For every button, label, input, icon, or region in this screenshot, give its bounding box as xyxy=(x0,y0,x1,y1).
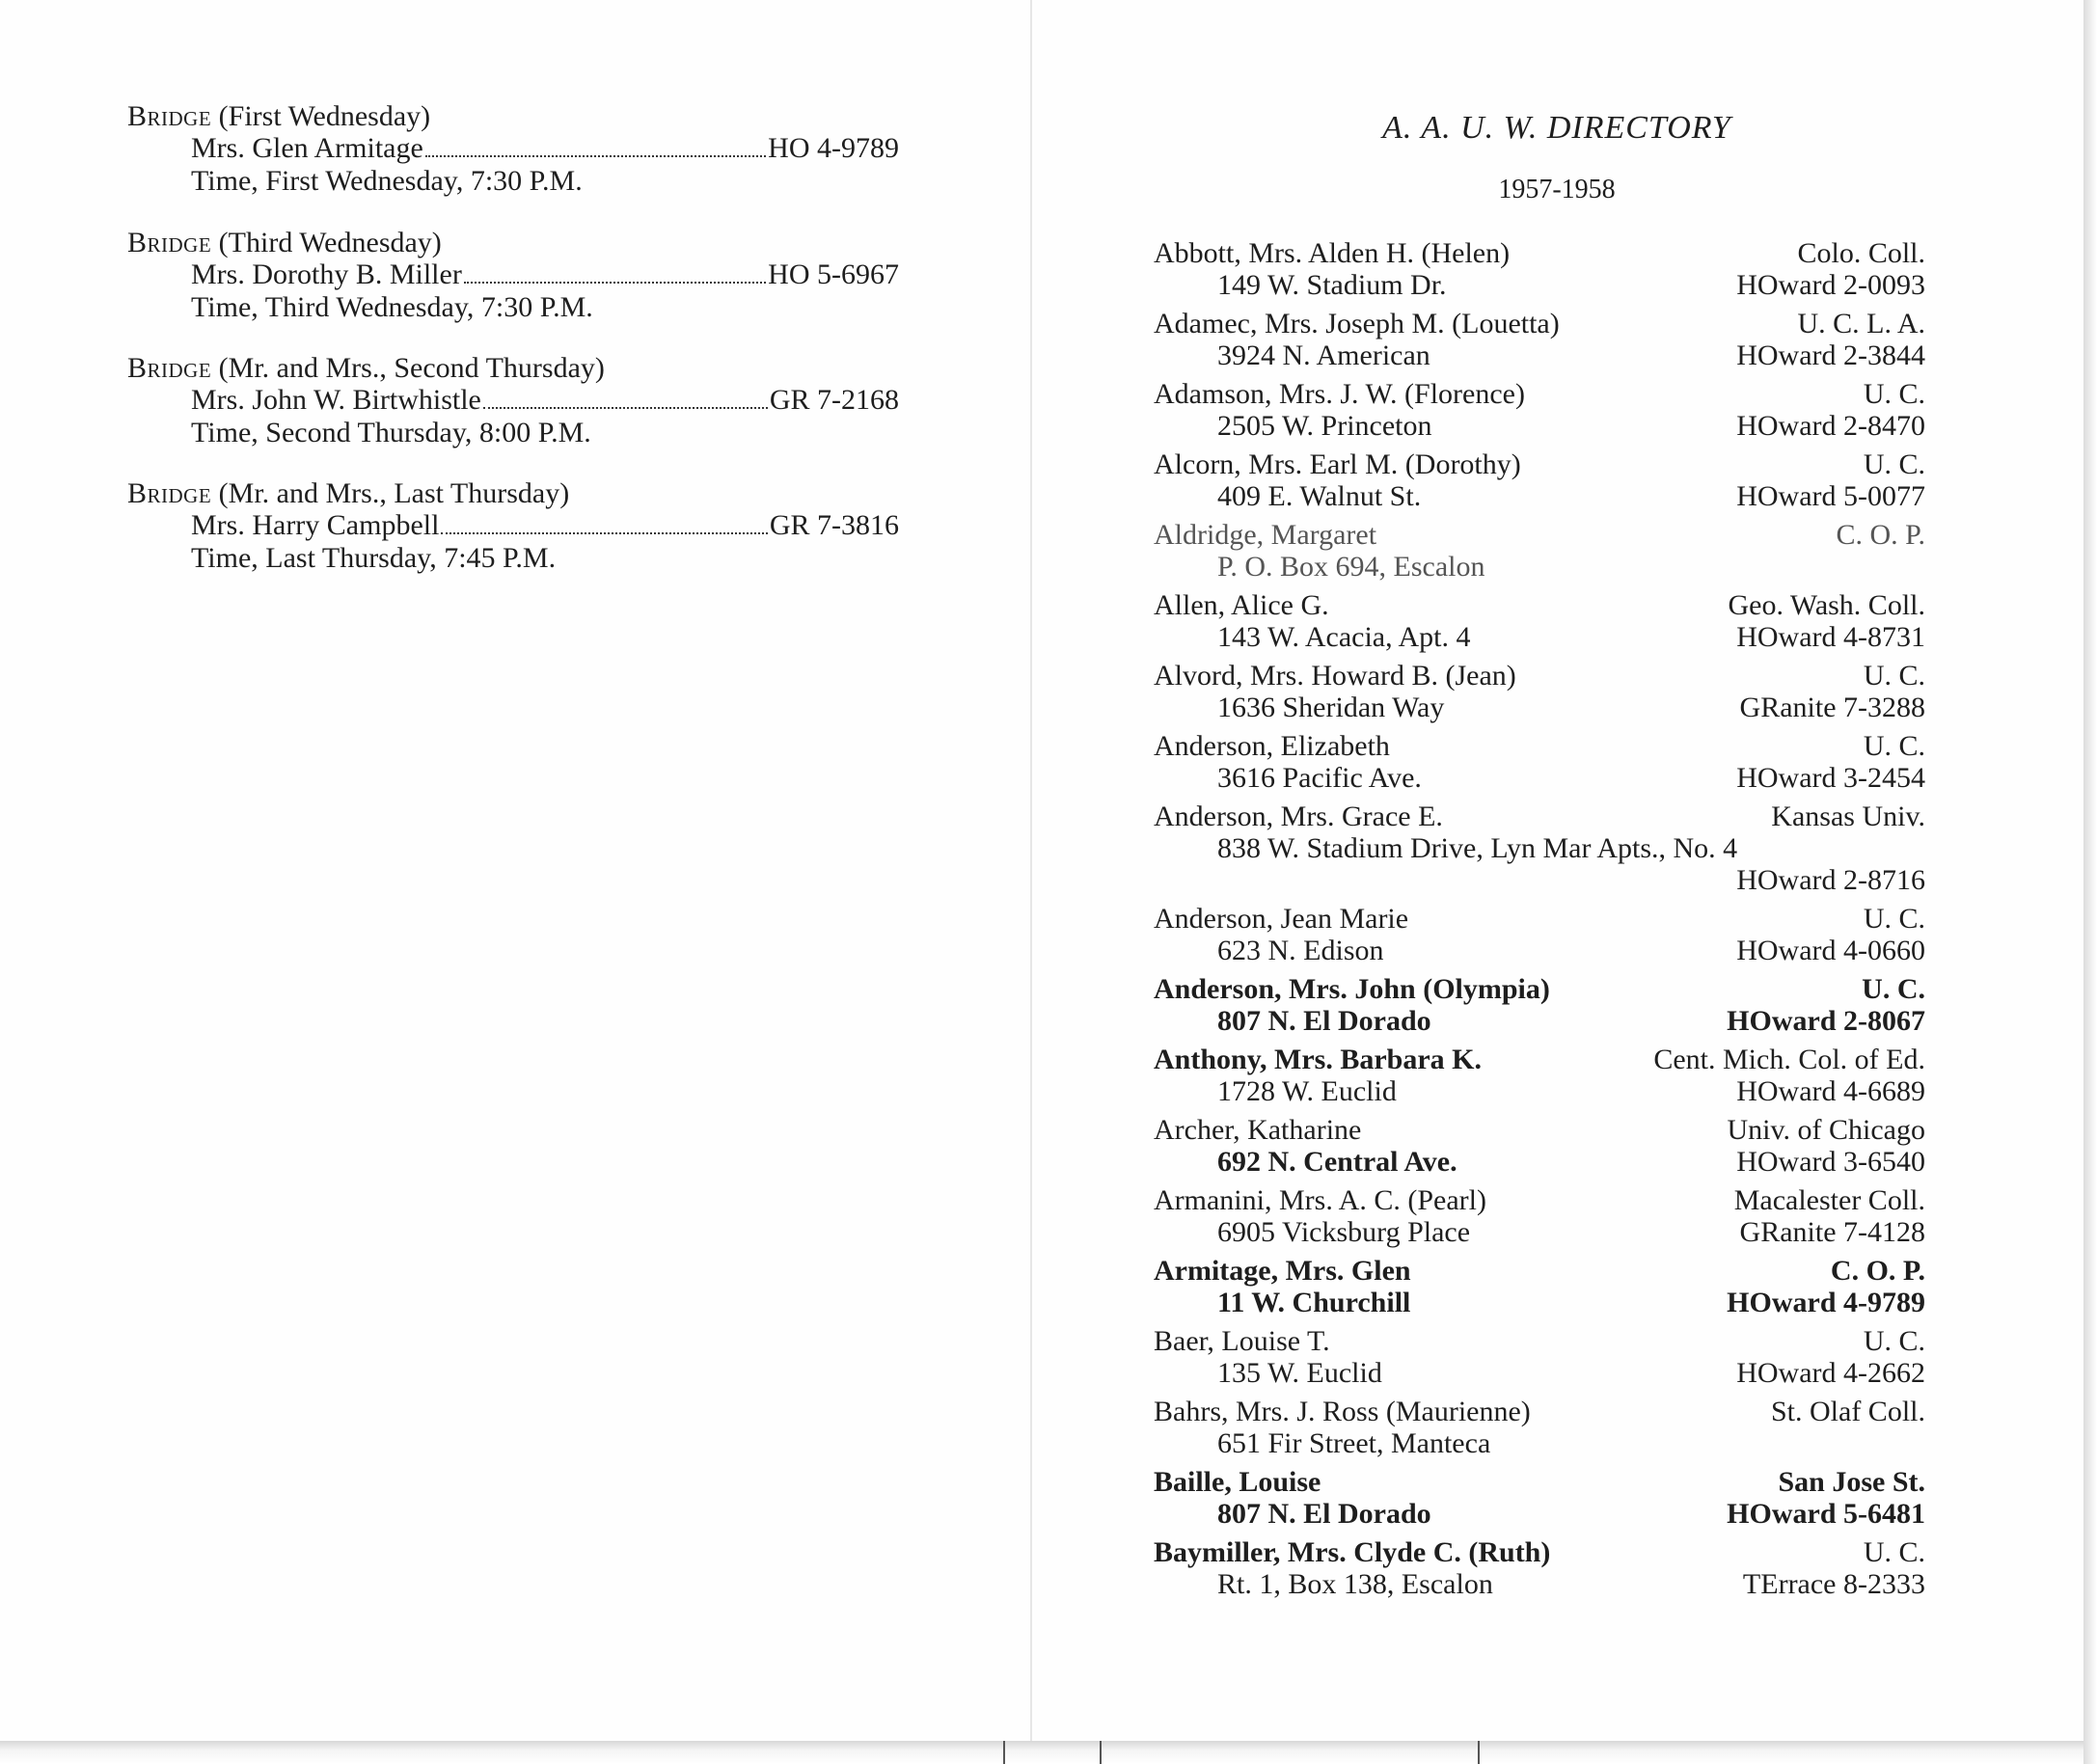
member-school: U. C. xyxy=(1863,730,1925,762)
directory-entry xyxy=(1154,903,1925,966)
dot-leader xyxy=(464,282,766,284)
member-name: Anthony, Mrs. Barbara K. xyxy=(1154,1044,1483,1075)
club-contact-row xyxy=(191,132,899,165)
member-school: Kansas Univ. xyxy=(1771,801,1925,832)
club-contact-row xyxy=(191,258,899,291)
club-contact-row xyxy=(191,384,899,417)
club-phone: GR 7-3816 xyxy=(769,509,899,541)
member-name: Baille, Louise xyxy=(1154,1466,1321,1498)
member-school: U. C. xyxy=(1862,973,1925,1005)
member-name: Alvord, Mrs. Howard B. (Jean) xyxy=(1154,660,1516,692)
member-phone: HOward 2-8470 xyxy=(1736,410,1925,442)
club-time: Time, First Wednesday, 7:30 P.M. xyxy=(191,165,583,197)
club-time: Time, Second Thursday, 8:00 P.M. xyxy=(191,417,591,448)
club-time: Time, Third Wednesday, 7:30 P.M. xyxy=(191,291,593,323)
member-phone: HOward 2-0093 xyxy=(1736,269,1925,301)
member-school: U. C. L. A. xyxy=(1797,308,1925,339)
member-phone: HOward 2-8716 xyxy=(1736,864,1925,896)
directory-years: 1957-1958 xyxy=(1498,175,1616,204)
member-school: Univ. of Chicago xyxy=(1727,1114,1925,1146)
club-contact: Mrs. John W. Birtwhistle xyxy=(191,384,481,416)
member-address: P. O. Box 694, Escalon xyxy=(1217,551,1485,583)
member-phone: HOward 3-2454 xyxy=(1736,762,1925,794)
member-phone: GRanite 7-4128 xyxy=(1739,1216,1925,1248)
club-contact: Mrs. Glen Armitage xyxy=(191,132,423,164)
member-name: Allen, Alice G. xyxy=(1154,589,1329,621)
member-phone: HOward 5-0077 xyxy=(1736,480,1925,512)
member-address: 1636 Sheridan Way xyxy=(1217,692,1445,723)
member-school: Cent. Mich. Col. of Ed. xyxy=(1653,1044,1925,1075)
member-school: U. C. xyxy=(1863,1325,1925,1357)
member-name: Aldridge, Margaret xyxy=(1154,519,1377,551)
member-name: Anderson, Jean Marie xyxy=(1154,903,1409,935)
member-school: U. C. xyxy=(1863,660,1925,692)
member-address: 838 W. Stadium Drive, Lyn Mar Apts., No. 4 xyxy=(1217,832,1738,864)
directory-entry xyxy=(1154,1184,1925,1248)
member-address: 143 W. Acacia, Apt. 4 xyxy=(1217,621,1471,653)
dot-leader xyxy=(425,155,766,157)
member-school: Geo. Wash. Coll. xyxy=(1728,589,1925,621)
club-phone: GR 7-2168 xyxy=(769,384,899,416)
member-address: Rt. 1, Box 138, Escalon xyxy=(1217,1568,1493,1600)
member-address: 1728 W. Euclid xyxy=(1217,1075,1397,1107)
binding-mark xyxy=(1003,1741,1005,1764)
directory-entry xyxy=(1154,1536,1925,1600)
member-name: Adamec, Mrs. Joseph M. (Louetta) xyxy=(1154,308,1560,339)
member-phone: HOward 4-8731 xyxy=(1736,621,1925,653)
club-listing xyxy=(127,227,899,323)
directory-entry xyxy=(1154,237,1925,301)
member-phone: GRanite 7-3288 xyxy=(1739,692,1925,723)
directory-entry xyxy=(1154,1325,1925,1389)
member-address: 692 N. Central Ave. xyxy=(1217,1146,1457,1178)
member-name: Anderson, Mrs. John (Olympia) xyxy=(1154,973,1550,1005)
directory-entry xyxy=(1154,1255,1925,1318)
member-school: C. O. P. xyxy=(1836,519,1925,551)
member-name: Armanini, Mrs. A. C. (Pearl) xyxy=(1154,1184,1486,1216)
member-name: Armitage, Mrs. Glen xyxy=(1154,1255,1411,1287)
binding-mark xyxy=(1100,1741,1102,1764)
member-name: Abbott, Mrs. Alden H. (Helen) xyxy=(1154,237,1511,269)
club-contact-row xyxy=(191,509,899,542)
binding-mark xyxy=(1478,1741,1480,1764)
member-address: 3616 Pacific Ave. xyxy=(1217,762,1422,794)
member-address: 807 N. El Dorado xyxy=(1217,1498,1431,1530)
member-school: U. C. xyxy=(1863,1536,1925,1568)
member-school: San Jose St. xyxy=(1778,1466,1925,1498)
dot-leader xyxy=(483,407,768,409)
club-listing xyxy=(127,352,899,448)
member-address: 623 N. Edison xyxy=(1217,935,1384,966)
member-phone: TErrace 8-2333 xyxy=(1742,1568,1925,1600)
member-school: U. C. xyxy=(1863,903,1925,935)
directory-title: A. A. U. W. DIRECTORY xyxy=(1382,110,1731,146)
directory-entry xyxy=(1154,1114,1925,1178)
member-school: C. O. P. xyxy=(1830,1255,1925,1287)
member-address: 651 Fir Street, Manteca xyxy=(1217,1427,1491,1459)
club-contact: Mrs. Dorothy B. Miller xyxy=(191,258,462,290)
member-address: 2505 W. Princeton xyxy=(1217,410,1432,442)
member-phone: HOward 5-6481 xyxy=(1727,1498,1925,1530)
member-name: Adamson, Mrs. J. W. (Florence) xyxy=(1154,378,1525,410)
member-address: 3924 N. American xyxy=(1217,339,1430,371)
member-school: St. Olaf Coll. xyxy=(1770,1396,1925,1427)
member-name: Baer, Louise T. xyxy=(1154,1325,1330,1357)
member-address: 6905 Vicksburg Place xyxy=(1217,1216,1471,1248)
member-phone: HOward 4-2662 xyxy=(1736,1357,1925,1389)
directory-entry xyxy=(1154,378,1925,442)
club-phone: HO 4-9789 xyxy=(768,132,899,164)
directory-entry xyxy=(1154,973,1925,1037)
member-address: 409 E. Walnut St. xyxy=(1217,480,1422,512)
page-right-edge xyxy=(2083,0,2097,1764)
club-time: Time, Last Thursday, 7:45 P.M. xyxy=(191,542,557,574)
page-bottom-edge xyxy=(0,1741,2097,1764)
member-phone: HOward 2-3844 xyxy=(1736,339,1925,371)
directory-entry xyxy=(1154,589,1925,653)
directory-entry xyxy=(1154,308,1925,371)
member-phone: HOward 4-9789 xyxy=(1727,1287,1925,1318)
member-address: 807 N. El Dorado xyxy=(1217,1005,1431,1037)
member-phone: HOward 4-0660 xyxy=(1736,935,1925,966)
club-title: Bridge (Third Wednesday) xyxy=(127,227,442,258)
member-phone: HOward 3-6540 xyxy=(1736,1146,1925,1178)
directory-list xyxy=(1154,237,1925,1607)
member-school: U. C. xyxy=(1863,448,1925,480)
member-name: Archer, Katharine xyxy=(1154,1114,1362,1146)
directory-entry xyxy=(1154,1396,1925,1459)
member-name: Baymiller, Mrs. Clyde C. (Ruth) xyxy=(1154,1536,1551,1568)
member-school: Colo. Coll. xyxy=(1797,237,1925,269)
member-name: Bahrs, Mrs. J. Ross (Maurienne) xyxy=(1154,1396,1531,1427)
member-phone: HOward 2-8067 xyxy=(1727,1005,1925,1037)
club-listing xyxy=(127,477,899,574)
club-listing xyxy=(127,100,899,197)
member-address: 149 W. Stadium Dr. xyxy=(1217,269,1447,301)
club-contact: Mrs. Harry Campbell xyxy=(191,509,440,541)
directory-entry xyxy=(1154,1466,1925,1530)
club-title: Bridge (Mr. and Mrs., Last Thursday) xyxy=(127,477,570,509)
directory-entry xyxy=(1154,519,1925,583)
directory-entry xyxy=(1154,730,1925,794)
club-title: Bridge (First Wednesday) xyxy=(127,100,431,132)
member-name: Alcorn, Mrs. Earl M. (Dorothy) xyxy=(1154,448,1521,480)
member-name: Anderson, Elizabeth xyxy=(1154,730,1390,762)
directory-entry xyxy=(1154,448,1925,512)
member-address: 11 W. Churchill xyxy=(1217,1287,1411,1318)
page-gutter xyxy=(1030,0,1032,1741)
member-school: Macalester Coll. xyxy=(1733,1184,1925,1216)
directory-entry xyxy=(1154,801,1925,896)
member-school: U. C. xyxy=(1863,378,1925,410)
directory-entry xyxy=(1154,1044,1925,1107)
dot-leader xyxy=(441,532,767,534)
directory-entry xyxy=(1154,660,1925,723)
club-title: Bridge (Mr. and Mrs., Second Thursday) xyxy=(127,352,605,384)
member-address: 135 W. Euclid xyxy=(1217,1357,1382,1389)
member-name: Anderson, Mrs. Grace E. xyxy=(1154,801,1443,832)
member-phone: HOward 4-6689 xyxy=(1736,1075,1925,1107)
club-phone: HO 5-6967 xyxy=(768,258,899,290)
